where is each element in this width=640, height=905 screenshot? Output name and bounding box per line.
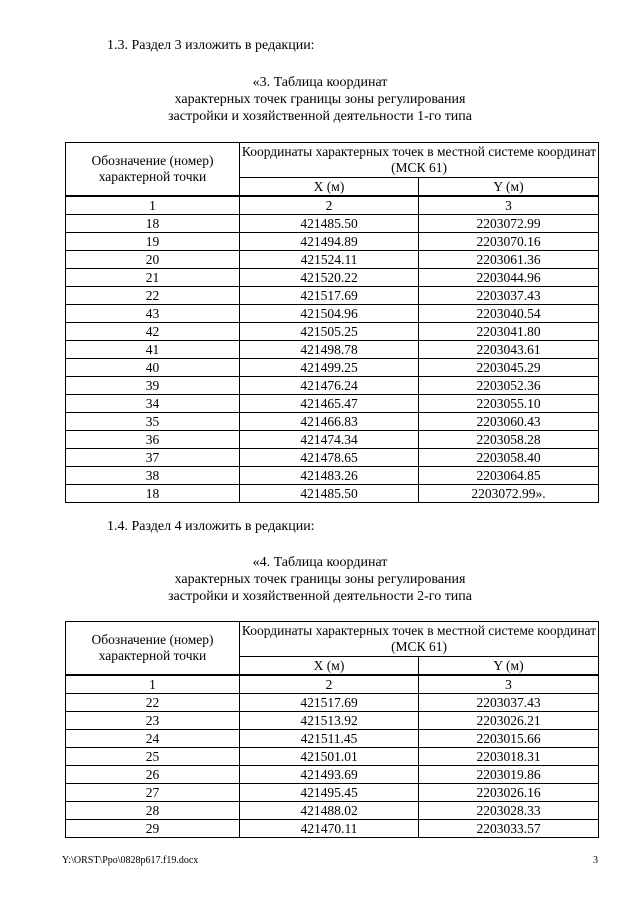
- x-coordinate-cell: 421524.11: [240, 251, 419, 269]
- table-row: [66, 377, 599, 395]
- column-number-cell: 1: [66, 675, 240, 694]
- table-row: [66, 485, 599, 503]
- point-number-cell: 29: [66, 820, 240, 838]
- y-coordinate-cell: 2203058.28: [419, 431, 599, 449]
- table-row: [66, 820, 599, 838]
- point-number-cell: 43: [66, 305, 240, 323]
- point-number-cell: 18: [66, 485, 240, 503]
- table-row: [66, 712, 599, 730]
- table-row: [66, 233, 599, 251]
- y-coordinate-cell: 2203058.40: [419, 449, 599, 467]
- y-coordinate-cell: 2203055.10: [419, 395, 599, 413]
- header-x-cell: X (м): [240, 657, 419, 676]
- y-coordinate-cell: 2203026.21: [419, 712, 599, 730]
- x-coordinate-cell: 421511.45: [240, 730, 419, 748]
- y-coordinate-cell: 2203052.36: [419, 377, 599, 395]
- table-row: [66, 287, 599, 305]
- header-y-cell: Y (м): [419, 657, 599, 676]
- footer-file-path: Y:\ORST\Ppo\0828p617.f19.docx: [62, 855, 199, 866]
- x-coordinate-cell: 421485.50: [240, 485, 419, 503]
- x-coordinate-cell: 421517.69: [240, 287, 419, 305]
- x-coordinate-cell: 421470.11: [240, 820, 419, 838]
- header-y-cell: Y (м): [419, 178, 599, 197]
- table-row: [66, 395, 599, 413]
- y-coordinate-cell: 2203072.99».: [419, 485, 599, 503]
- y-coordinate-cell: 2203072.99: [419, 215, 599, 233]
- point-number-cell: 21: [66, 269, 240, 287]
- section-4-title: [0, 554, 640, 605]
- x-coordinate-cell: 421485.50: [240, 215, 419, 233]
- x-coordinate-cell: 421501.01: [240, 748, 419, 766]
- section-4-intro: 1.4. Раздел 4 изложить в редакции:: [107, 519, 315, 534]
- point-number-cell: 37: [66, 449, 240, 467]
- y-coordinate-cell: 2203040.54: [419, 305, 599, 323]
- table-row: [66, 784, 599, 802]
- table-row: [66, 766, 599, 784]
- column-number-cell: 3: [419, 675, 599, 694]
- header-coords-cell: Координаты характерных точек в местной системе координат (МСК 61): [240, 143, 599, 178]
- column-number-cell: 2: [240, 196, 419, 215]
- point-number-cell: 41: [66, 341, 240, 359]
- table-row: [66, 431, 599, 449]
- coordinates-table-type-1: [65, 142, 599, 503]
- point-number-cell: 25: [66, 748, 240, 766]
- x-coordinate-cell: 421504.96: [240, 305, 419, 323]
- y-coordinate-cell: 2203019.86: [419, 766, 599, 784]
- table-row: [66, 359, 599, 377]
- section-3-title-line-2: характерных точек границы зоны регулирования: [174, 92, 466, 107]
- y-coordinate-cell: 2203028.33: [419, 802, 599, 820]
- y-coordinate-cell: 2203018.31: [419, 748, 599, 766]
- point-number-cell: 24: [66, 730, 240, 748]
- table-row: [66, 251, 599, 269]
- y-coordinate-cell: 2203033.57: [419, 820, 599, 838]
- section-3-title-line-1: «3. Таблица координат: [252, 75, 388, 90]
- point-number-cell: 40: [66, 359, 240, 377]
- y-coordinate-cell: 2203064.85: [419, 467, 599, 485]
- y-coordinate-cell: 2203037.43: [419, 287, 599, 305]
- y-coordinate-cell: 2203043.61: [419, 341, 599, 359]
- column-number-cell: 3: [419, 196, 599, 215]
- header-point-cell: Обозначение (номер) характерной точки: [66, 622, 240, 676]
- x-coordinate-cell: 421513.92: [240, 712, 419, 730]
- table-row: [66, 802, 599, 820]
- table-row: [66, 748, 599, 766]
- y-coordinate-cell: 2203037.43: [419, 694, 599, 712]
- y-coordinate-cell: 2203026.16: [419, 784, 599, 802]
- header-point-cell: Обозначение (номер) характерной точки: [66, 143, 240, 197]
- point-number-cell: 23: [66, 712, 240, 730]
- table-row: [66, 305, 599, 323]
- table-row: [66, 215, 599, 233]
- x-coordinate-cell: 421474.34: [240, 431, 419, 449]
- point-number-cell: 20: [66, 251, 240, 269]
- section-3-title: [0, 74, 640, 125]
- x-coordinate-cell: 421495.45: [240, 784, 419, 802]
- header-coords-cell: Координаты характерных точек в местной системе координат (МСК 61): [240, 622, 599, 657]
- point-number-cell: 38: [66, 467, 240, 485]
- point-number-cell: 35: [66, 413, 240, 431]
- header-x-cell: X (м): [240, 178, 419, 197]
- point-number-cell: 34: [66, 395, 240, 413]
- x-coordinate-cell: 421505.25: [240, 323, 419, 341]
- table-row: [66, 694, 599, 712]
- x-coordinate-cell: 421476.24: [240, 377, 419, 395]
- y-coordinate-cell: 2203070.16: [419, 233, 599, 251]
- x-coordinate-cell: 421520.22: [240, 269, 419, 287]
- y-coordinate-cell: 2203015.66: [419, 730, 599, 748]
- x-coordinate-cell: 421478.65: [240, 449, 419, 467]
- table-row: [66, 467, 599, 485]
- point-number-cell: 18: [66, 215, 240, 233]
- footer-page-number: 3: [593, 855, 598, 866]
- point-number-cell: 19: [66, 233, 240, 251]
- point-number-cell: 42: [66, 323, 240, 341]
- point-number-cell: 27: [66, 784, 240, 802]
- point-number-cell: 22: [66, 287, 240, 305]
- table-row: [66, 341, 599, 359]
- section-4-title-line-1: «4. Таблица координат: [252, 555, 388, 570]
- section-3-title-line-3: застройки и хозяйственной деятельности 1-го типа: [167, 109, 473, 124]
- point-number-cell: 36: [66, 431, 240, 449]
- x-coordinate-cell: 421494.89: [240, 233, 419, 251]
- section-4-title-line-3: застройки и хозяйственной деятельности 2-го типа: [167, 589, 473, 604]
- y-coordinate-cell: 2203041.80: [419, 323, 599, 341]
- section-3-intro: 1.3. Раздел 3 изложить в редакции:: [107, 38, 315, 53]
- x-coordinate-cell: 421499.25: [240, 359, 419, 377]
- table-row: [66, 449, 599, 467]
- x-coordinate-cell: 421465.47: [240, 395, 419, 413]
- x-coordinate-cell: 421517.69: [240, 694, 419, 712]
- y-coordinate-cell: 2203044.96: [419, 269, 599, 287]
- y-coordinate-cell: 2203060.43: [419, 413, 599, 431]
- x-coordinate-cell: 421493.69: [240, 766, 419, 784]
- table-row: [66, 413, 599, 431]
- column-number-cell: 2: [240, 675, 419, 694]
- table-row: [66, 730, 599, 748]
- x-coordinate-cell: 421483.26: [240, 467, 419, 485]
- y-coordinate-cell: 2203045.29: [419, 359, 599, 377]
- point-number-cell: 26: [66, 766, 240, 784]
- column-number-cell: 1: [66, 196, 240, 215]
- y-coordinate-cell: 2203061.36: [419, 251, 599, 269]
- point-number-cell: 22: [66, 694, 240, 712]
- table-row: [66, 323, 599, 341]
- x-coordinate-cell: 421488.02: [240, 802, 419, 820]
- x-coordinate-cell: 421466.83: [240, 413, 419, 431]
- point-number-cell: 39: [66, 377, 240, 395]
- coordinates-table-type-2: [65, 621, 599, 838]
- point-number-cell: 28: [66, 802, 240, 820]
- x-coordinate-cell: 421498.78: [240, 341, 419, 359]
- section-4-title-line-2: характерных точек границы зоны регулирования: [174, 572, 466, 587]
- table-row: [66, 269, 599, 287]
